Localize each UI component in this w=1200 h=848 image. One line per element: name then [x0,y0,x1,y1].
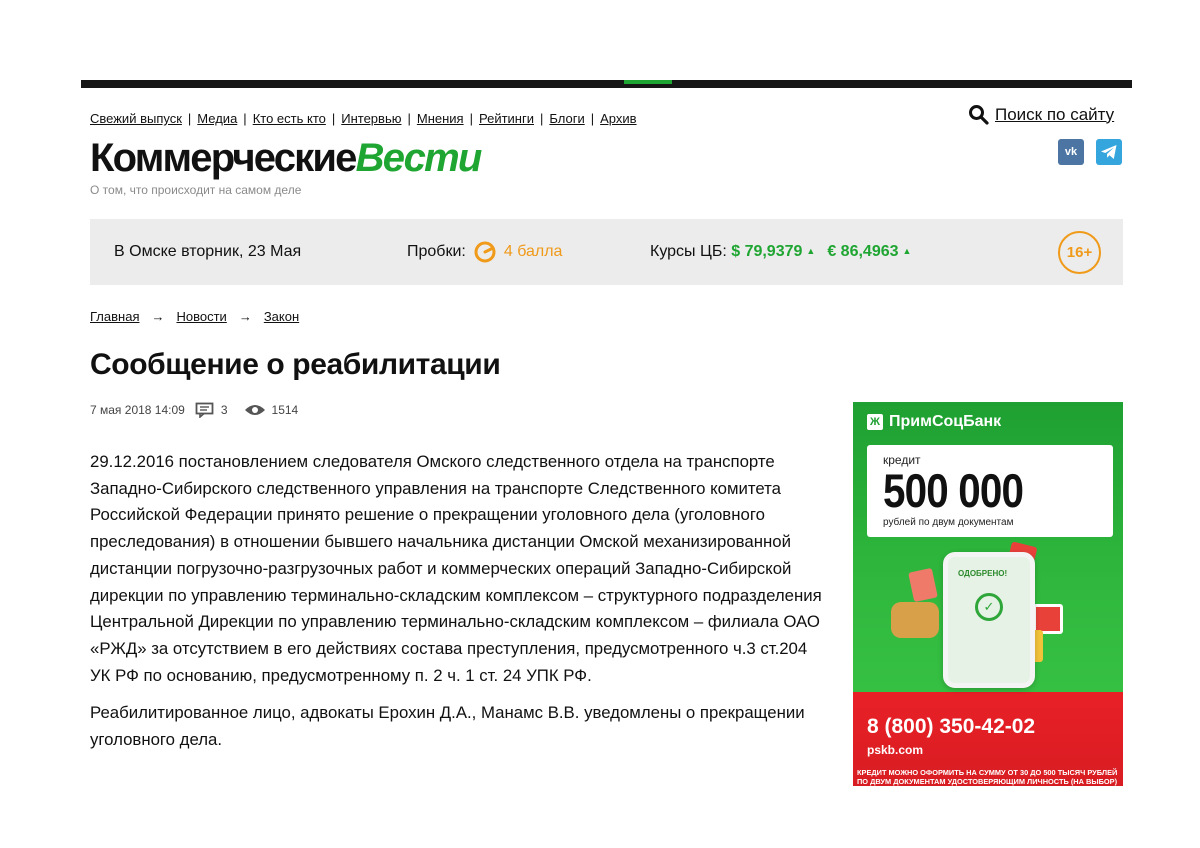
nav-item-interviews[interactable]: Интервью [341,111,402,126]
bank-advertisement[interactable] [853,402,1123,786]
ad-fine-print: КРЕДИТ МОЖНО ОФОРМИТЬ НА СУММУ ОТ 30 ДО 500 ТЫСЯЧ РУБЛЕЙ ПО ДВУМ ДОКУМЕНТАМ УДОСТОВЕРЯЮЩИМ ЛИЧНОСТЬ (НА ВЫБОР) [857,768,1118,786]
phone-illustration [943,552,1035,688]
breadcrumb-arrow-icon: → [238,309,252,324]
age-rating-badge: 16+ [1058,231,1101,274]
nav-item-fresh-issue[interactable]: Свежий выпуск [90,111,182,126]
ad-approved-label: ОДОБРЕНО! [958,569,1008,578]
ad-bank-name [867,413,1001,431]
shopping-bag-icon [908,568,938,602]
bank-logo-icon: Ж [867,414,883,430]
nav-item-media[interactable]: Медиа [197,111,238,126]
vk-icon[interactable] [1058,139,1084,165]
vk-icon-label: vk [1064,146,1078,158]
nav-item-opinions[interactable]: Мнения [416,111,464,126]
comments-icon[interactable] [195,402,215,418]
ad-credit-label: кредит [883,453,921,467]
article-paragraph: 29.12.2016 постановлением следователя Омского следственного отдела на транспорте Западно-Сибирского следственного управления на транспорте Следственного комитета Российской Федерации принято решение о прекращении уголовного дела (уголовного преследования) в отношении бывшего начальника дистанции Омской механизированной дистанции погрузочно-разгрузочных работ и коммерческих операций Западно-Сибирской дирекции по управлению терминально-складским комплексом – структурного подразделения Центральной Дирекции по управлению терминально-складским комплексом – филиала ОАО «РЖД» за отсутствием в его действиях состава преступления, предусмотренного ч.3 ст.204 УК РФ по основанию, предусмотренному п. 2 ч. 1 ст. 24 УПК РФ. [90,452,822,685]
nav-item-who-is-who[interactable]: Кто есть кто [252,111,326,126]
nav-item-archive[interactable]: Архив [600,111,637,126]
nav-item-blogs[interactable]: Блоги [549,111,585,126]
breadcrumb-arrow-icon: → [151,309,165,324]
site-tagline: О том, что происходит на самом деле [90,183,302,197]
search-icon[interactable] [968,104,989,125]
comments-count[interactable]: 3 [220,403,228,417]
article-title: Сообщение о реабилитации [90,348,501,381]
traffic-gauge-icon [472,241,498,263]
current-date: В Омске вторник, 23 Мая [114,243,302,260]
logo-text-accent: Вести [355,136,481,180]
ad-site: pskb.com [867,743,924,757]
traffic-label: Пробки: [407,243,466,260]
top-bar-accent [624,80,672,84]
views-icon [244,403,266,417]
logo-text-main: Коммерческие [90,136,356,180]
site-logo[interactable] [90,135,481,181]
ad-phone-number: 8 (800) 350-42-02 [867,715,1036,738]
ad-amount: 500 000 [883,464,1024,517]
top-bar [81,80,1132,88]
breadcrumb-news[interactable]: Новости [176,309,227,324]
rates-label: Курсы ЦБ: [650,243,727,260]
eur-rate: € 86,4963 [827,243,899,260]
usd-up-icon: ▲ [806,246,816,256]
article-date: 7 мая 2018 14:09 [90,403,185,417]
site-search[interactable] [968,104,1114,125]
nav-item-ratings[interactable]: Рейтинги [478,111,534,126]
traffic-value: 4 балла [503,243,563,260]
breadcrumb-law[interactable]: Закон [263,309,300,324]
check-icon: ✓ [975,593,1003,621]
ad-offer-card [867,445,1113,537]
search-link[interactable]: Поиск по сайту [995,104,1115,124]
breadcrumb [90,309,299,324]
breadcrumb-home[interactable]: Главная [90,309,140,324]
article-meta [90,402,298,418]
telegram-glyph [1100,144,1118,160]
eur-up-icon: ▲ [902,246,912,256]
traffic-widget[interactable] [407,241,562,263]
ad-bank-label: ПримСоцБанк [889,413,1002,430]
views-count: 1514 [271,403,299,417]
usd-rate: $ 79,9379 [731,243,803,260]
info-bar [90,219,1123,285]
currency-rates [650,243,923,261]
article-body [90,449,825,765]
main-nav: Свежий выпуск | Медиа | Кто есть кто | Интервью | Мнения | Рейтинги | Блоги | Архив [90,111,637,126]
article-paragraph: Реабилитированное лицо, адвокаты Ерохин Д.А., Манамс В.В. уведомлены о прекращении уголовного дела. [90,703,805,750]
wallet-icon [891,602,939,638]
ad-amount-subtitle: рублей по двум документам [883,517,1014,528]
telegram-icon[interactable] [1096,139,1122,165]
